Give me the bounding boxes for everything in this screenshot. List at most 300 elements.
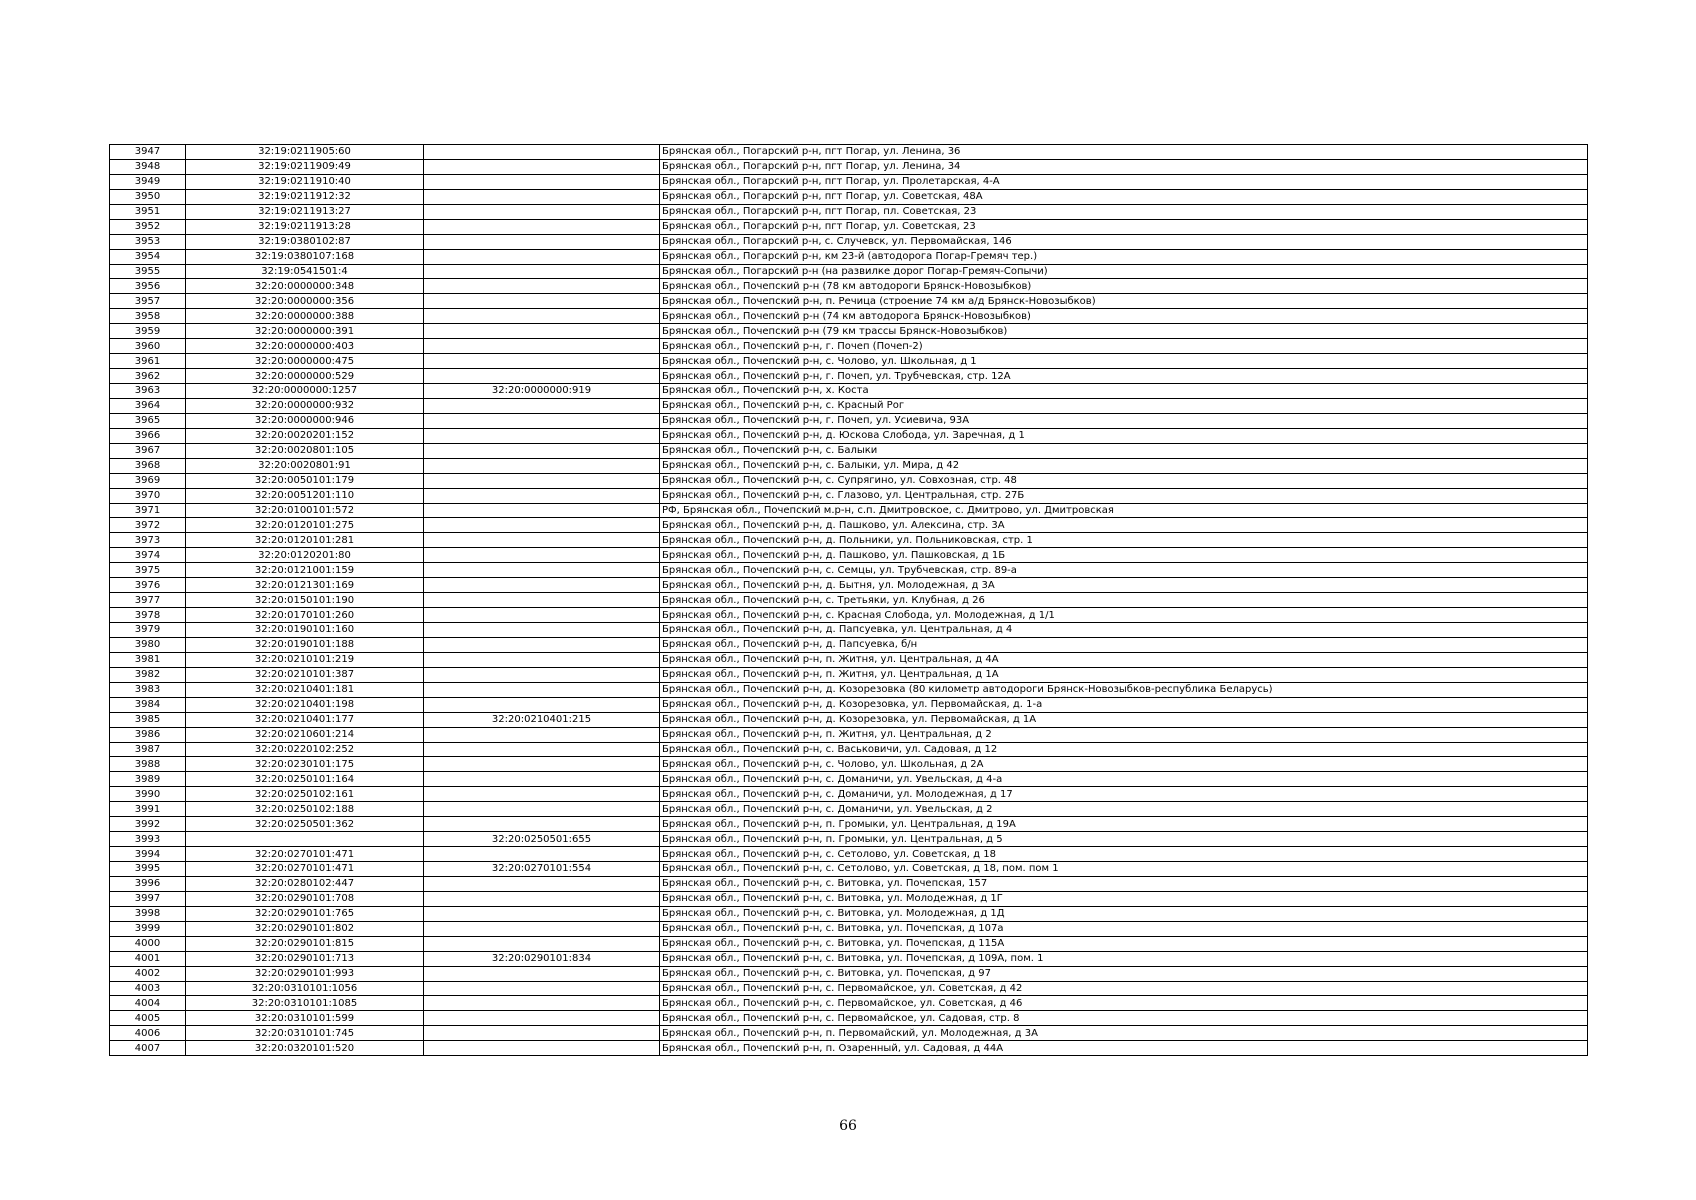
row-number-cell: 3950: [110, 189, 186, 204]
cadastral-number-cell: 32:20:0210401:181: [186, 682, 424, 697]
table-row: [110, 802, 1588, 817]
cadastral-number-cell: 32:20:0120101:281: [186, 533, 424, 548]
cadastral-number-cell: 32:20:0000000:388: [186, 309, 424, 324]
row-number-cell: 3984: [110, 697, 186, 712]
table-row: [110, 757, 1588, 772]
row-number-cell: 3973: [110, 533, 186, 548]
cadastral-number-cell: 32:20:0250102:161: [186, 787, 424, 802]
row-number-cell: 3980: [110, 637, 186, 652]
address-cell: Брянская обл., Почепский р-н, с. Красный Рог: [660, 398, 1588, 413]
address-cell: Брянская обл., Почепский р-н, д. Пашково, ул. Алексина, стр. 3А: [660, 518, 1588, 533]
table-row: [110, 339, 1588, 354]
table-row: [110, 623, 1588, 638]
cadastral-number-cell: 32:19:0380102:87: [186, 234, 424, 249]
cadastral-number-cell: 32:20:0270101:471: [186, 862, 424, 877]
table-row: [110, 936, 1588, 951]
address-cell: Брянская обл., Почепский р-н, с. Васьковичи, ул. Садовая, д 12: [660, 742, 1588, 757]
linked-cadastral-number-cell: [424, 548, 660, 563]
table-row: [110, 593, 1588, 608]
row-number-cell: 3962: [110, 369, 186, 384]
table-row: [110, 772, 1588, 787]
cadastral-number-cell: 32:19:0211913:27: [186, 204, 424, 219]
linked-cadastral-number-cell: [424, 249, 660, 264]
cadastral-number-cell: 32:20:0270101:471: [186, 847, 424, 862]
cadastral-number-cell: 32:20:0190101:188: [186, 637, 424, 652]
linked-cadastral-number-cell: [424, 578, 660, 593]
table-row: [110, 682, 1588, 697]
linked-cadastral-number-cell: [424, 174, 660, 189]
row-number-cell: 3954: [110, 249, 186, 264]
table-row: [110, 876, 1588, 891]
cadastral-number-cell: 32:20:0121301:169: [186, 578, 424, 593]
row-number-cell: 3979: [110, 623, 186, 638]
linked-cadastral-number-cell: [424, 145, 660, 160]
row-number-cell: 3981: [110, 652, 186, 667]
row-number-cell: 3993: [110, 832, 186, 847]
cadastral-number-cell: 32:19:0211910:40: [186, 174, 424, 189]
cadastral-number-cell: 32:20:0310101:599: [186, 1011, 424, 1026]
linked-cadastral-number-cell: [424, 1011, 660, 1026]
address-cell: Брянская обл., Почепский р-н, с. Сетолово, ул. Советская, д 18, пом. пом 1: [660, 862, 1588, 877]
cadastral-number-cell: 32:20:0000000:403: [186, 339, 424, 354]
cadastral-number-cell: 32:20:0020801:105: [186, 443, 424, 458]
linked-cadastral-number-cell: [424, 772, 660, 787]
address-cell: Брянская обл., Почепский р-н, с. Первомайское, ул. Советская, д 42: [660, 981, 1588, 996]
table-row: [110, 234, 1588, 249]
linked-cadastral-number-cell: [424, 996, 660, 1011]
row-number-cell: 3974: [110, 548, 186, 563]
row-number-cell: 3991: [110, 802, 186, 817]
linked-cadastral-number-cell: [424, 981, 660, 996]
linked-cadastral-number-cell: [424, 876, 660, 891]
table-row: [110, 428, 1588, 443]
table-row: [110, 981, 1588, 996]
address-cell: Брянская обл., Погарский р-н, пгт Погар, ул. Советская, 48А: [660, 189, 1588, 204]
cadastral-number-cell: 32:20:0220102:252: [186, 742, 424, 757]
address-cell: Брянская обл., Почепский р-н, с. Первомайское, ул. Садовая, стр. 8: [660, 1011, 1588, 1026]
row-number-cell: 3957: [110, 294, 186, 309]
linked-cadastral-number-cell: [424, 398, 660, 413]
address-cell: Брянская обл., Почепский р-н, с. Доманичи, ул. Увельская, д 2: [660, 802, 1588, 817]
table-row: [110, 862, 1588, 877]
cadastral-number-cell: 32:20:0100101:572: [186, 503, 424, 518]
linked-cadastral-number-cell: [424, 936, 660, 951]
cadastral-number-cell: 32:20:0000000:348: [186, 279, 424, 294]
cadastral-number-cell: 32:20:0310101:1085: [186, 996, 424, 1011]
table-row: [110, 637, 1588, 652]
linked-cadastral-number-cell: [424, 802, 660, 817]
linked-cadastral-number-cell: [424, 608, 660, 623]
linked-cadastral-number-cell: [424, 742, 660, 757]
table-row: [110, 891, 1588, 906]
address-cell: Брянская обл., Почепский р-н, п. Житня, ул. Центральная, д 4А: [660, 652, 1588, 667]
linked-cadastral-number-cell: [424, 413, 660, 428]
table-row: [110, 921, 1588, 936]
row-number-cell: 4003: [110, 981, 186, 996]
linked-cadastral-number-cell: 32:20:0290101:834: [424, 951, 660, 966]
linked-cadastral-number-cell: 32:20:0270101:554: [424, 862, 660, 877]
address-cell: Брянская обл., Почепский р-н, х. Коста: [660, 384, 1588, 399]
row-number-cell: 3970: [110, 488, 186, 503]
cadastral-number-cell: 32:20:0000000:946: [186, 413, 424, 428]
cadastral-number-cell: 32:19:0211912:32: [186, 189, 424, 204]
linked-cadastral-number-cell: 32:20:0000000:919: [424, 384, 660, 399]
cadastral-number-cell: 32:20:0050101:179: [186, 473, 424, 488]
table-row: [110, 443, 1588, 458]
cadastral-number-cell: 32:20:0000000:529: [186, 369, 424, 384]
cadastral-number-cell: 32:19:0541501:4: [186, 264, 424, 279]
linked-cadastral-number-cell: [424, 697, 660, 712]
linked-cadastral-number-cell: [424, 369, 660, 384]
address-cell: Брянская обл., Почепский р-н, с. Витовка, ул. Почепская, д 107а: [660, 921, 1588, 936]
row-number-cell: 3956: [110, 279, 186, 294]
linked-cadastral-number-cell: [424, 817, 660, 832]
address-cell: Брянская обл., Почепский р-н, г. Почеп (Почеп-2): [660, 339, 1588, 354]
table-row: [110, 145, 1588, 160]
address-cell: Брянская обл., Почепский р-н, г. Почеп, ул. Трубчевская, стр. 12А: [660, 369, 1588, 384]
address-cell: Брянская обл., Почепский р-н, с. Третьяки, ул. Клубная, д 26: [660, 593, 1588, 608]
registry-table: [109, 144, 1588, 1056]
linked-cadastral-number-cell: [424, 757, 660, 772]
address-cell: Брянская обл., Почепский р-н (79 км трассы Брянск-Новозыбков): [660, 324, 1588, 339]
linked-cadastral-number-cell: [424, 1026, 660, 1041]
table-row: [110, 1041, 1588, 1056]
table-row: [110, 503, 1588, 518]
linked-cadastral-number-cell: [424, 563, 660, 578]
table-row: [110, 369, 1588, 384]
address-cell: Брянская обл., Почепский р-н, д. Козорезовка, ул. Первомайская, д 1А: [660, 712, 1588, 727]
table-row: [110, 578, 1588, 593]
linked-cadastral-number-cell: [424, 279, 660, 294]
address-cell: Брянская обл., Почепский р-н, д. Козорезовка (80 километр автодороги Брянск-Новозыбков-республика Беларусь): [660, 682, 1588, 697]
table-row: [110, 742, 1588, 757]
cadastral-number-cell: 32:20:0020201:152: [186, 428, 424, 443]
cadastral-number-cell: 32:20:0290101:993: [186, 966, 424, 981]
address-cell: Брянская обл., Почепский р-н, д. Польники, ул. Польниковская, стр. 1: [660, 533, 1588, 548]
address-cell: Брянская обл., Погарский р-н, пгт Погар, ул. Ленина, 36: [660, 145, 1588, 160]
cadastral-number-cell: 32:20:0120201:80: [186, 548, 424, 563]
address-cell: Брянская обл., Почепский р-н, с. Доманичи, ул. Молодежная, д 17: [660, 787, 1588, 802]
table-row: [110, 548, 1588, 563]
address-cell: Брянская обл., Почепский р-н, д. Папсуевка, ул. Центральная, д 4: [660, 623, 1588, 638]
row-number-cell: 3968: [110, 458, 186, 473]
cadastral-number-cell: 32:20:0280102:447: [186, 876, 424, 891]
table-row: [110, 1011, 1588, 1026]
linked-cadastral-number-cell: [424, 906, 660, 921]
cadastral-number-cell: 32:20:0000000:1257: [186, 384, 424, 399]
cadastral-number-cell: 32:19:0211905:60: [186, 145, 424, 160]
row-number-cell: 3996: [110, 876, 186, 891]
row-number-cell: 4001: [110, 951, 186, 966]
cadastral-number-cell: 32:20:0121001:159: [186, 563, 424, 578]
table-row: [110, 652, 1588, 667]
row-number-cell: 3975: [110, 563, 186, 578]
table-row: [110, 249, 1588, 264]
linked-cadastral-number-cell: 32:20:0250501:655: [424, 832, 660, 847]
linked-cadastral-number-cell: [424, 667, 660, 682]
table-row: [110, 189, 1588, 204]
table-row: [110, 847, 1588, 862]
row-number-cell: 3961: [110, 354, 186, 369]
address-cell: Брянская обл., Почепский р-н, с. Доманичи, ул. Увельская, д 4-а: [660, 772, 1588, 787]
row-number-cell: 3949: [110, 174, 186, 189]
address-cell: Брянская обл., Почепский р-н, с. Сетолово, ул. Советская, д 18: [660, 847, 1588, 862]
table-row: [110, 413, 1588, 428]
address-cell: Брянская обл., Почепский р-н, с. Балыки, ул. Мира, д 42: [660, 458, 1588, 473]
table-row: [110, 563, 1588, 578]
linked-cadastral-number-cell: [424, 339, 660, 354]
table-row: [110, 204, 1588, 219]
linked-cadastral-number-cell: [424, 473, 660, 488]
address-cell: Брянская обл., Погарский р-н, пгт Погар, ул. Пролетарская, 4-А: [660, 174, 1588, 189]
linked-cadastral-number-cell: [424, 637, 660, 652]
address-cell: Брянская обл., Почепский р-н, п. Житня, ул. Центральная, д 2: [660, 727, 1588, 742]
table-row: [110, 727, 1588, 742]
table-row: [110, 384, 1588, 399]
row-number-cell: 3997: [110, 891, 186, 906]
table-row: [110, 473, 1588, 488]
linked-cadastral-number-cell: [424, 264, 660, 279]
address-cell: Брянская обл., Почепский р-н, с. Чолово, ул. Школьная, д 1: [660, 354, 1588, 369]
address-cell: Брянская обл., Почепский р-н, д. Козорезовка, ул. Первомайская, д. 1-а: [660, 697, 1588, 712]
cadastral-number-cell: 32:20:0290101:765: [186, 906, 424, 921]
table-row: [110, 219, 1588, 234]
cadastral-number-cell: 32:20:0190101:160: [186, 623, 424, 638]
address-cell: Брянская обл., Почепский р-н, с. Чолово, ул. Школьная, д 2А: [660, 757, 1588, 772]
cadastral-number-cell: 32:20:0250102:188: [186, 802, 424, 817]
linked-cadastral-number-cell: [424, 309, 660, 324]
linked-cadastral-number-cell: [424, 727, 660, 742]
linked-cadastral-number-cell: [424, 966, 660, 981]
linked-cadastral-number-cell: [424, 847, 660, 862]
linked-cadastral-number-cell: 32:20:0210401:215: [424, 712, 660, 727]
row-number-cell: 4005: [110, 1011, 186, 1026]
linked-cadastral-number-cell: [424, 593, 660, 608]
cadastral-number-cell: 32:20:0320101:520: [186, 1041, 424, 1056]
cadastral-number-cell: 32:20:0000000:356: [186, 294, 424, 309]
row-number-cell: 3959: [110, 324, 186, 339]
linked-cadastral-number-cell: [424, 189, 660, 204]
row-number-cell: 3964: [110, 398, 186, 413]
row-number-cell: 3987: [110, 742, 186, 757]
address-cell: Брянская обл., Почепский р-н, с. Первомайское, ул. Советская, д 46: [660, 996, 1588, 1011]
linked-cadastral-number-cell: [424, 159, 660, 174]
linked-cadastral-number-cell: [424, 623, 660, 638]
cadastral-number-cell: 32:20:0170101:260: [186, 608, 424, 623]
row-number-cell: 3977: [110, 593, 186, 608]
cadastral-number-cell: 32:20:0000000:475: [186, 354, 424, 369]
address-cell: Брянская обл., Почепский р-н, д. Бытня, ул. Молодежная, д 3А: [660, 578, 1588, 593]
linked-cadastral-number-cell: [424, 787, 660, 802]
row-number-cell: 3992: [110, 817, 186, 832]
address-cell: Брянская обл., Почепский р-н, д. Пашково, ул. Пашковская, д 1Б: [660, 548, 1588, 563]
row-number-cell: 3986: [110, 727, 186, 742]
address-cell: Брянская обл., Почепский р-н, п. Житня, ул. Центральная, д 1А: [660, 667, 1588, 682]
row-number-cell: 3983: [110, 682, 186, 697]
address-cell: Брянская обл., Почепский р-н, с. Витовка, ул. Почепская, 157: [660, 876, 1588, 891]
table-row: [110, 324, 1588, 339]
address-cell: Брянская обл., Почепский р-н (74 км автодорога Брянск-Новозыбков): [660, 309, 1588, 324]
address-cell: Брянская обл., Погарский р-н, пгт Погар, пл. Советская, 23: [660, 204, 1588, 219]
address-cell: Брянская обл., Погарский р-н (на развилке дорог Погар-Гремяч-Сопычи): [660, 264, 1588, 279]
address-cell: Брянская обл., Почепский р-н, с. Витовка, ул. Почепская, д 115А: [660, 936, 1588, 951]
linked-cadastral-number-cell: [424, 354, 660, 369]
address-cell: Брянская обл., Почепский р-н, г. Почеп, ул. Усиевича, 93А: [660, 413, 1588, 428]
table-row: [110, 667, 1588, 682]
cadastral-number-cell: 32:20:0290101:708: [186, 891, 424, 906]
cadastral-number-cell: 32:20:0250101:164: [186, 772, 424, 787]
row-number-cell: 3985: [110, 712, 186, 727]
row-number-cell: 3998: [110, 906, 186, 921]
linked-cadastral-number-cell: [424, 458, 660, 473]
cadastral-number-cell: 32:20:0310101:1056: [186, 981, 424, 996]
table-row: [110, 712, 1588, 727]
address-cell: Брянская обл., Почепский р-н, с. Супрягино, ул. Совхозная, стр. 48: [660, 473, 1588, 488]
linked-cadastral-number-cell: [424, 219, 660, 234]
cadastral-number-cell: 32:20:0290101:713: [186, 951, 424, 966]
table-row: [110, 697, 1588, 712]
row-number-cell: 3988: [110, 757, 186, 772]
linked-cadastral-number-cell: [424, 891, 660, 906]
cadastral-number-cell: 32:20:0210601:214: [186, 727, 424, 742]
table-row: [110, 817, 1588, 832]
address-cell: Брянская обл., Погарский р-н, км 23-й (автодорога Погар-Гремяч тер.): [660, 249, 1588, 264]
cadastral-number-cell: 32:20:0310101:745: [186, 1026, 424, 1041]
page-number: 66: [839, 1118, 857, 1134]
row-number-cell: 4004: [110, 996, 186, 1011]
linked-cadastral-number-cell: [424, 518, 660, 533]
address-cell: Брянская обл., Почепский р-н, с. Витовка, ул. Почепская, д 109А, пом. 1: [660, 951, 1588, 966]
cadastral-number-cell: 32:20:0210401:198: [186, 697, 424, 712]
address-cell: Брянская обл., Почепский р-н, с. Балыки: [660, 443, 1588, 458]
address-cell: Брянская обл., Почепский р-н, п. Речица (строение 74 км а/д Брянск-Новозыбков): [660, 294, 1588, 309]
cadastral-number-cell: 32:19:0211913:28: [186, 219, 424, 234]
table-row: [110, 518, 1588, 533]
row-number-cell: 3976: [110, 578, 186, 593]
row-number-cell: 4007: [110, 1041, 186, 1056]
table-row: [110, 1026, 1588, 1041]
cadastral-number-cell: 32:20:0051201:110: [186, 488, 424, 503]
cadastral-number-cell: 32:20:0230101:175: [186, 757, 424, 772]
linked-cadastral-number-cell: [424, 652, 660, 667]
row-number-cell: 3989: [110, 772, 186, 787]
cadastral-number-cell: 32:20:0020801:91: [186, 458, 424, 473]
cadastral-number-cell: 32:20:0250501:362: [186, 817, 424, 832]
row-number-cell: 3955: [110, 264, 186, 279]
row-number-cell: 3947: [110, 145, 186, 160]
address-cell: Брянская обл., Почепский р-н, с. Красная Слобода, ул. Молодежная, д 1/1: [660, 608, 1588, 623]
linked-cadastral-number-cell: [424, 324, 660, 339]
address-cell: РФ, Брянская обл., Почепский м.р-н, с.п. Дмитровское, с. Дмитрово, ул. Дмитровская: [660, 503, 1588, 518]
table-row: [110, 787, 1588, 802]
address-cell: Брянская обл., Почепский р-н, с. Витовка, ул. Почепская, д 97: [660, 966, 1588, 981]
address-cell: Брянская обл., Почепский р-н, с. Витовка, ул. Молодежная, д 1Д: [660, 906, 1588, 921]
address-cell: Брянская обл., Почепский р-н, п. Громыки, ул. Центральная, д 19А: [660, 817, 1588, 832]
cadastral-number-cell: 32:19:0211909:49: [186, 159, 424, 174]
cadastral-number-cell: 32:20:0150101:190: [186, 593, 424, 608]
row-number-cell: 3969: [110, 473, 186, 488]
cadastral-number-cell: 32:20:0000000:932: [186, 398, 424, 413]
row-number-cell: 3965: [110, 413, 186, 428]
address-cell: Брянская обл., Погарский р-н, с. Случевск, ул. Первомайская, 146: [660, 234, 1588, 249]
registry-table-body: [110, 145, 1588, 1056]
cadastral-number-cell: 32:20:0210401:177: [186, 712, 424, 727]
address-cell: Брянская обл., Почепский р-н, д. Папсуевка, б/н: [660, 637, 1588, 652]
row-number-cell: 3982: [110, 667, 186, 682]
address-cell: Брянская обл., Почепский р-н, п. Громыки, ул. Центральная, д 5: [660, 832, 1588, 847]
row-number-cell: 3972: [110, 518, 186, 533]
cadastral-number-cell: 32:20:0000000:391: [186, 324, 424, 339]
row-number-cell: 4006: [110, 1026, 186, 1041]
linked-cadastral-number-cell: [424, 428, 660, 443]
table-row: [110, 309, 1588, 324]
address-cell: Брянская обл., Почепский р-н, п. Первомайский, ул. Молодежная, д 3А: [660, 1026, 1588, 1041]
address-cell: Брянская обл., Погарский р-н, пгт Погар, ул. Ленина, 34: [660, 159, 1588, 174]
table-row: [110, 488, 1588, 503]
table-row: [110, 951, 1588, 966]
table-row: [110, 354, 1588, 369]
linked-cadastral-number-cell: [424, 1041, 660, 1056]
row-number-cell: 4000: [110, 936, 186, 951]
linked-cadastral-number-cell: [424, 921, 660, 936]
row-number-cell: 3960: [110, 339, 186, 354]
table-row: [110, 832, 1588, 847]
address-cell: Брянская обл., Почепский р-н, с. Семцы, ул. Трубчевская, стр. 89-а: [660, 563, 1588, 578]
cadastral-number-cell: 32:20:0290101:802: [186, 921, 424, 936]
table-row: [110, 279, 1588, 294]
row-number-cell: 3953: [110, 234, 186, 249]
table-row: [110, 996, 1588, 1011]
cadastral-number-cell: [186, 832, 424, 847]
table-row: [110, 264, 1588, 279]
address-cell: Брянская обл., Почепский р-н, с. Глазово, ул. Центральная, стр. 27Б: [660, 488, 1588, 503]
row-number-cell: 3967: [110, 443, 186, 458]
row-number-cell: 3952: [110, 219, 186, 234]
linked-cadastral-number-cell: [424, 533, 660, 548]
cadastral-number-cell: 32:20:0290101:815: [186, 936, 424, 951]
linked-cadastral-number-cell: [424, 443, 660, 458]
linked-cadastral-number-cell: [424, 488, 660, 503]
linked-cadastral-number-cell: [424, 503, 660, 518]
linked-cadastral-number-cell: [424, 682, 660, 697]
address-cell: Брянская обл., Почепский р-н, п. Озаренный, ул. Садовая, д 44А: [660, 1041, 1588, 1056]
linked-cadastral-number-cell: [424, 294, 660, 309]
table-row: [110, 398, 1588, 413]
table-row: [110, 294, 1588, 309]
row-number-cell: 3963: [110, 384, 186, 399]
address-cell: Брянская обл., Погарский р-н, пгт Погар, ул. Советская, 23: [660, 219, 1588, 234]
row-number-cell: 4002: [110, 966, 186, 981]
row-number-cell: 3948: [110, 159, 186, 174]
row-number-cell: 3990: [110, 787, 186, 802]
row-number-cell: 3951: [110, 204, 186, 219]
row-number-cell: 3994: [110, 847, 186, 862]
table-row: [110, 533, 1588, 548]
linked-cadastral-number-cell: [424, 204, 660, 219]
table-row: [110, 159, 1588, 174]
cadastral-number-cell: 32:20:0210101:219: [186, 652, 424, 667]
cadastral-number-cell: 32:20:0210101:387: [186, 667, 424, 682]
row-number-cell: 3999: [110, 921, 186, 936]
row-number-cell: 3978: [110, 608, 186, 623]
row-number-cell: 3958: [110, 309, 186, 324]
cadastral-number-cell: 32:19:0380107:168: [186, 249, 424, 264]
cadastral-number-cell: 32:20:0120101:275: [186, 518, 424, 533]
linked-cadastral-number-cell: [424, 234, 660, 249]
table-row: [110, 174, 1588, 189]
row-number-cell: 3966: [110, 428, 186, 443]
table-row: [110, 906, 1588, 921]
